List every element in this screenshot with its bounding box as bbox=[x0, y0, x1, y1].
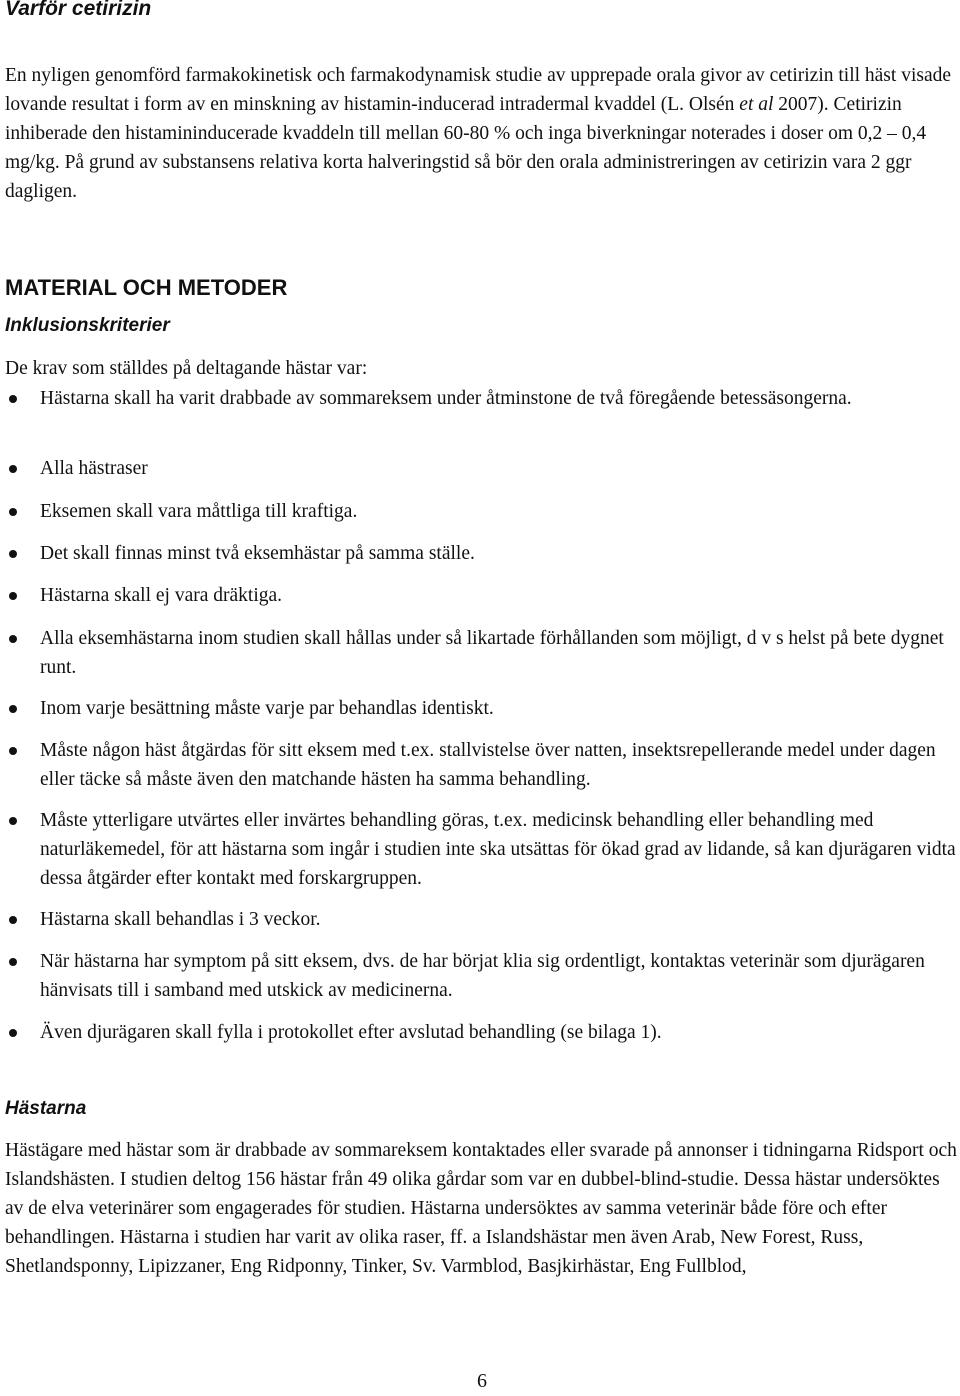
horses-paragraph: Hästägare med hästar som är drabbade av sommareksem kontaktades eller svarade på annonser i tidningarna Ridsport och Islandshästen. I studien deltog 156 hästar från 49 olika gårdar som var en dubbel-blind-studie. Dessa hästar undersöktes av de elva veterinärer som engagerades för studien. Hästarna undersöktes av samma veterinär både före och efter behandlingen. Hästarna i studien har varit av olika raser, ff. a Islandshästar men även Arab, New Forest, Russ, Shetlandsponny, Lipizzaner, Eng Ridponny, Tinker, Sv. Varmblod, Basjkirhästar, Eng Fullblod, bbox=[5, 1140, 957, 1277]
section-title: Varför cetirizin bbox=[5, 0, 152, 20]
intro-text-1: En nyligen genomförd farmakokinetisk och farmakodynamisk studie av upprepade orala givor av cetirizin till häst visade lovande resultat i form av en minskning av histamin-inducerad intradermal kvaddel (L. Olsén bbox=[5, 65, 952, 115]
bullet-icon bbox=[9, 958, 17, 966]
list-item bbox=[40, 736, 960, 794]
criterion-text: Måste någon häst åtgärdas för sitt eksem med t.ex. stallvistelse över natten, insektsrepellerande medel under dagen eller täcke så måste även den matchande hästen ha samma behandling. bbox=[40, 740, 936, 790]
criterion-text: Alla hästraser bbox=[40, 458, 148, 479]
bullet-icon bbox=[9, 635, 17, 643]
criterion-text: Inom varje besättning måste varje par behandlas identiskt. bbox=[40, 698, 494, 719]
list-item bbox=[40, 694, 960, 723]
criterion-text: Alla eksemhästarna inom studien skall hållas under så likartade förhållanden som möjligt, d v s helst på bete dygnet runt. bbox=[40, 628, 944, 678]
bullet-icon bbox=[9, 747, 17, 755]
bullet-icon bbox=[9, 817, 17, 825]
criterion-text: Det skall finnas minst två eksemhästar på samma ställe. bbox=[40, 543, 475, 564]
list-item bbox=[40, 947, 960, 1005]
list-item bbox=[40, 454, 960, 483]
inclusion-heading: Inklusionskriterier bbox=[5, 315, 170, 336]
list-item bbox=[40, 581, 960, 610]
bullet-icon bbox=[9, 550, 17, 558]
bullet-icon bbox=[9, 1029, 17, 1037]
criterion-text: Måste ytterligare utvärtes eller invärtes behandling göras, t.ex. medicinsk behandling eller behandling med naturläkemedel, för att hästarna som ingår i studien inte ska utsättas för ökad grad av lidande, så kan djurägaren vidta dessa åtgärder efter kontakt med forskargruppen. bbox=[40, 810, 956, 889]
criteria-intro: De krav som ställdes på deltagande hästar var: bbox=[5, 358, 368, 379]
bullet-icon bbox=[9, 465, 17, 473]
criterion-text: Hästarna skall ej vara dräktiga. bbox=[40, 585, 283, 606]
criterion-text: Hästarna skall behandlas i 3 veckor. bbox=[40, 909, 321, 930]
criterion-text: Hästarna skall ha varit drabbade av sommareksem under åtminstone de två föregående betessäsongerna. bbox=[40, 388, 852, 409]
criterion-text: När hästarna har symptom på sitt eksem, dvs. de har börjat klia sig ordentligt, kontaktas veterinär som djurägaren hänvisats till i samband med utskick av medicinerna. bbox=[40, 951, 925, 1001]
page-number: 6 bbox=[477, 1370, 487, 1392]
list-item bbox=[40, 1018, 960, 1047]
bullet-icon bbox=[9, 705, 17, 713]
bullet-icon bbox=[9, 592, 17, 600]
material-heading: MATERIAL OCH METODER bbox=[5, 275, 288, 300]
list-item bbox=[40, 624, 960, 682]
list-item bbox=[40, 497, 960, 526]
criterion-text: Även djurägaren skall fylla i protokollet efter avslutad behandling (se bilaga 1). bbox=[40, 1022, 662, 1043]
criterion-text: Eksemen skall vara måttliga till kraftiga. bbox=[40, 501, 358, 522]
horses-heading: Hästarna bbox=[5, 1098, 87, 1119]
list-item bbox=[40, 384, 960, 413]
intro-paragraph bbox=[5, 61, 960, 206]
intro-text-italic: et al bbox=[739, 94, 774, 115]
list-item bbox=[40, 539, 960, 568]
list-item bbox=[40, 806, 960, 893]
bullet-icon bbox=[9, 916, 17, 924]
intro-text-2: 2007). Cetirizin inhiberade den histamininducerade kvaddeln till mellan 60-80 % och inga biverkningar noterades i doser om 0,2 – 0,4 mg/kg. På grund av substansens relativa korta halveringstid så bör den orala administreringen av cetirizin vara 2 ggr dagligen. bbox=[5, 94, 927, 202]
bullet-icon bbox=[9, 508, 17, 516]
list-item bbox=[40, 905, 960, 934]
bullet-icon bbox=[9, 395, 17, 403]
